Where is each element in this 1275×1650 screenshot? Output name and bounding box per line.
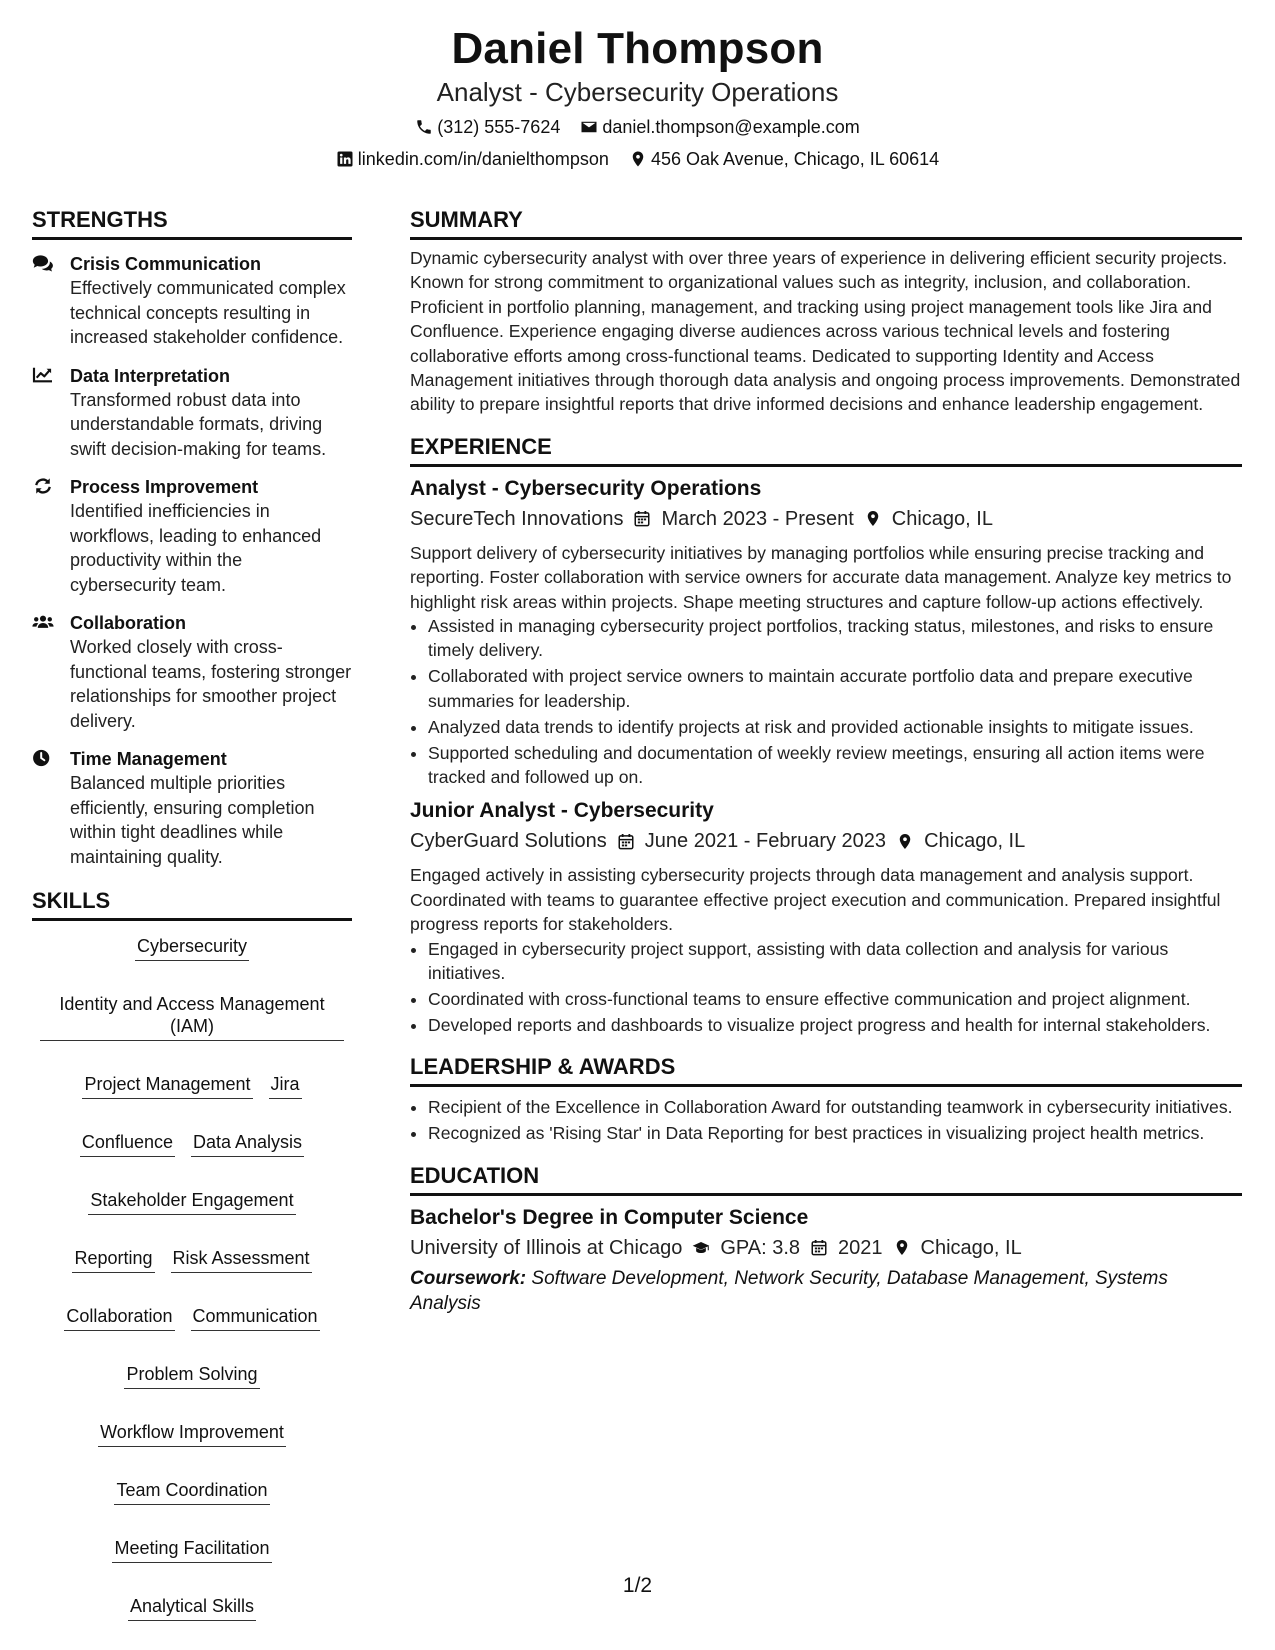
school-name: University of Illinois at Chicago xyxy=(410,1236,683,1259)
clock-icon xyxy=(32,747,58,869)
phone-contact xyxy=(415,116,560,138)
phone-text[interactable]: (312) 555-7624 xyxy=(437,117,561,137)
job-location: Chicago, IL xyxy=(924,830,1026,853)
linkedin-text[interactable]: linkedin.com/in/danielthompson xyxy=(357,149,609,169)
address-text: 456 Oak Avenue, Chicago, IL 60614 xyxy=(650,149,940,169)
education-meta xyxy=(410,1234,1242,1262)
contact-row-1 xyxy=(0,116,1275,138)
strength-description: Balanced multiple priorities efficiently, ensuring completion within tight deadlines while maintaining quality. xyxy=(70,773,315,867)
strength-title: Time Management xyxy=(70,749,227,769)
gpa: GPA: 3.8 xyxy=(720,1236,801,1259)
skill-tag: Cybersecurity xyxy=(135,935,249,961)
summary-heading: SUMMARY xyxy=(410,206,1242,240)
strength-title: Data Interpretation xyxy=(70,365,231,386)
job-bullets xyxy=(410,937,1242,1038)
strengths-list xyxy=(32,252,352,869)
experience-heading: EXPERIENCE xyxy=(410,433,1242,467)
strength-item xyxy=(32,475,352,597)
skill-tag: Jira xyxy=(269,1073,302,1099)
company-name: CyberGuard Solutions xyxy=(410,830,607,853)
page-number: 1/2 xyxy=(622,1574,653,1597)
coursework xyxy=(410,1266,1242,1316)
skill-tag: Risk Assessment xyxy=(171,1247,312,1273)
degree-title: Bachelor's Degree in Computer Science xyxy=(410,1205,809,1229)
bullet-item: • Engaged in cybersecurity project support, assisting with data collection and analysis for various initiatives. xyxy=(428,937,1242,986)
skill-tag: Confluence xyxy=(80,1131,175,1157)
users-icon xyxy=(32,611,58,733)
skill-tag: Collaboration xyxy=(64,1305,174,1331)
leadership-heading: LEADERSHIP & AWARDS xyxy=(410,1053,1242,1087)
leadership-bullets xyxy=(410,1095,1242,1145)
leadership-section xyxy=(410,1053,1242,1145)
experience-section xyxy=(410,433,1242,1037)
bullet-item: • Assisted in managing cybersecurity project portfolios, tracking status, milestones, and risks to ensure timely delivery. xyxy=(428,614,1242,663)
strength-item xyxy=(32,252,352,350)
skill-tag: Project Management xyxy=(82,1073,252,1099)
graduation-year: 2021 xyxy=(838,1236,883,1259)
map-marker-icon xyxy=(896,832,914,850)
education-section xyxy=(410,1162,1242,1316)
coursework-text: Software Development, Network Security, Database Management, Systems Analysis xyxy=(410,1267,1168,1314)
job-title: Junior Analyst - Cybersecurity xyxy=(410,799,714,823)
skill-tag: Team Coordination xyxy=(114,1479,269,1505)
skill-tag: Data Analysis xyxy=(191,1131,304,1157)
job-description: Engaged actively in assisting cybersecurity projects through data management and analysis support. Coordinated with teams to guarantee effective project execution and communication. Prepared insightful progress reports for stakeholders. xyxy=(410,865,1221,935)
skill-tag: Communication xyxy=(191,1305,320,1331)
phone-icon xyxy=(415,118,433,136)
candidate-name: Daniel Thompson xyxy=(451,24,824,73)
envelope-icon xyxy=(580,118,598,136)
candidate-title: Analyst - Cybersecurity Operations xyxy=(436,77,839,107)
skills-list xyxy=(32,935,352,1621)
strength-description: Effectively communicated complex technical concepts resulting in increased stakeholder confidence. xyxy=(70,278,346,347)
left-column xyxy=(32,206,352,1621)
bullet-item: • Developed reports and dashboards to visualize project progress and health for internal stakeholders. xyxy=(428,1013,1242,1037)
graduation-cap-icon xyxy=(692,1239,710,1257)
job-dates: March 2023 - Present xyxy=(661,507,854,530)
line-chart-icon xyxy=(32,364,58,462)
bullet-item: • Recipient of the Excellence in Collaboration Award for outstanding teamwork in cybersecurity initiatives. xyxy=(428,1095,1242,1119)
refresh-icon xyxy=(32,475,58,597)
strengths-heading: STRENGTHS xyxy=(32,206,352,240)
skill-tag: Reporting xyxy=(72,1247,154,1273)
skills-heading: SKILLS xyxy=(32,887,352,921)
summary-text: Dynamic cybersecurity analyst with over three years of experience in delivering efficient security projects. Known for strong commitment to organizational values such as integrity, inclusion, and collaboration. Proficient in portfolio planning, management, and tracking using project management tools like Jira and Confluence. Experience engaging diverse audiences across various technical levels and fostering collaborative efforts among cross-functional teams. Dedicated to supporting Identity and Access Management initiatives through thorough data analysis and ongoing process improvements. Demonstrated ability to prepare insightful reports that drive informed decisions and enhance leadership engagement. xyxy=(410,248,1241,415)
right-column xyxy=(410,206,1242,1316)
strength-description: Identified inefficiencies in workflows, leading to enhanced productivity within the cybersecurity team. xyxy=(70,501,322,595)
linkedin-icon xyxy=(336,150,354,168)
email-contact xyxy=(580,116,859,138)
strength-title: Collaboration xyxy=(70,613,186,633)
bullet-item: • Coordinated with cross-functional teams to ensure effective communication and project alignment. xyxy=(428,987,1242,1011)
linkedin-contact xyxy=(336,148,609,170)
job-location: Chicago, IL xyxy=(891,507,993,530)
job-description: Support delivery of cybersecurity initiatives by managing portfolios while ensuring precise tracking and reporting. Foster collaboration with service owners for accurate data management. Analyze key metrics to highlight risk areas within projects. Shape meeting structures and capture follow-up actions effectively. xyxy=(410,542,1232,612)
calendar-icon xyxy=(810,1239,828,1257)
job-meta xyxy=(410,505,1242,533)
calendar-icon xyxy=(633,510,651,528)
address-contact xyxy=(629,148,939,170)
job-bullets xyxy=(410,614,1242,789)
map-marker-icon xyxy=(629,150,647,168)
comments-icon xyxy=(32,252,58,350)
job-title: Analyst - Cybersecurity Operations xyxy=(410,476,762,500)
skill-tag: Identity and Access Management (IAM) xyxy=(40,993,344,1041)
calendar-icon xyxy=(617,832,635,850)
job-entry xyxy=(410,475,1242,790)
school-location: Chicago, IL xyxy=(920,1236,1022,1259)
map-marker-icon xyxy=(864,510,882,528)
skill-tag: Problem Solving xyxy=(124,1363,259,1389)
strength-item xyxy=(32,364,352,462)
bullet-item: • Recognized as 'Rising Star' in Data Reporting for best practices in visualizing project health metrics. xyxy=(428,1121,1242,1145)
skill-tag: Analytical Skills xyxy=(128,1595,256,1621)
skill-tag: Stakeholder Engagement xyxy=(88,1189,295,1215)
strength-item xyxy=(32,747,352,869)
strength-item xyxy=(32,611,352,733)
job-entry xyxy=(410,797,1242,1037)
strength-title: Crisis Communication xyxy=(70,254,262,274)
bullet-item: • Collaborated with project service owners to maintain accurate portfolio data and prepare executive summaries for leadership. xyxy=(428,664,1242,713)
job-dates: June 2021 - February 2023 xyxy=(644,830,887,853)
job-meta xyxy=(410,827,1242,855)
map-marker-icon xyxy=(893,1239,911,1257)
resume-header xyxy=(0,22,1275,170)
education-heading: EDUCATION xyxy=(410,1162,1242,1196)
email-text[interactable]: daniel.thompson@example.com xyxy=(602,117,860,137)
company-name: SecureTech Innovations xyxy=(410,507,624,530)
contact-row-2 xyxy=(0,148,1275,170)
strength-title: Process Improvement xyxy=(70,477,259,497)
bullet-item: • Supported scheduling and documentation of weekly review meetings, ensuring all action items were tracked and followed up on. xyxy=(428,741,1242,790)
skill-tag: Meeting Facilitation xyxy=(112,1537,271,1563)
strength-description: Worked closely with cross-functional teams, fostering stronger relationships for smoother project delivery. xyxy=(70,637,352,731)
bullet-item: • Analyzed data trends to identify projects at risk and provided actionable insights to mitigate issues. xyxy=(428,715,1242,739)
skill-tag: Workflow Improvement xyxy=(98,1421,286,1447)
strength-description: Transformed robust data into understandable formats, driving swift decision-making for teams. xyxy=(70,389,327,459)
coursework-label: Coursework: xyxy=(410,1267,527,1289)
